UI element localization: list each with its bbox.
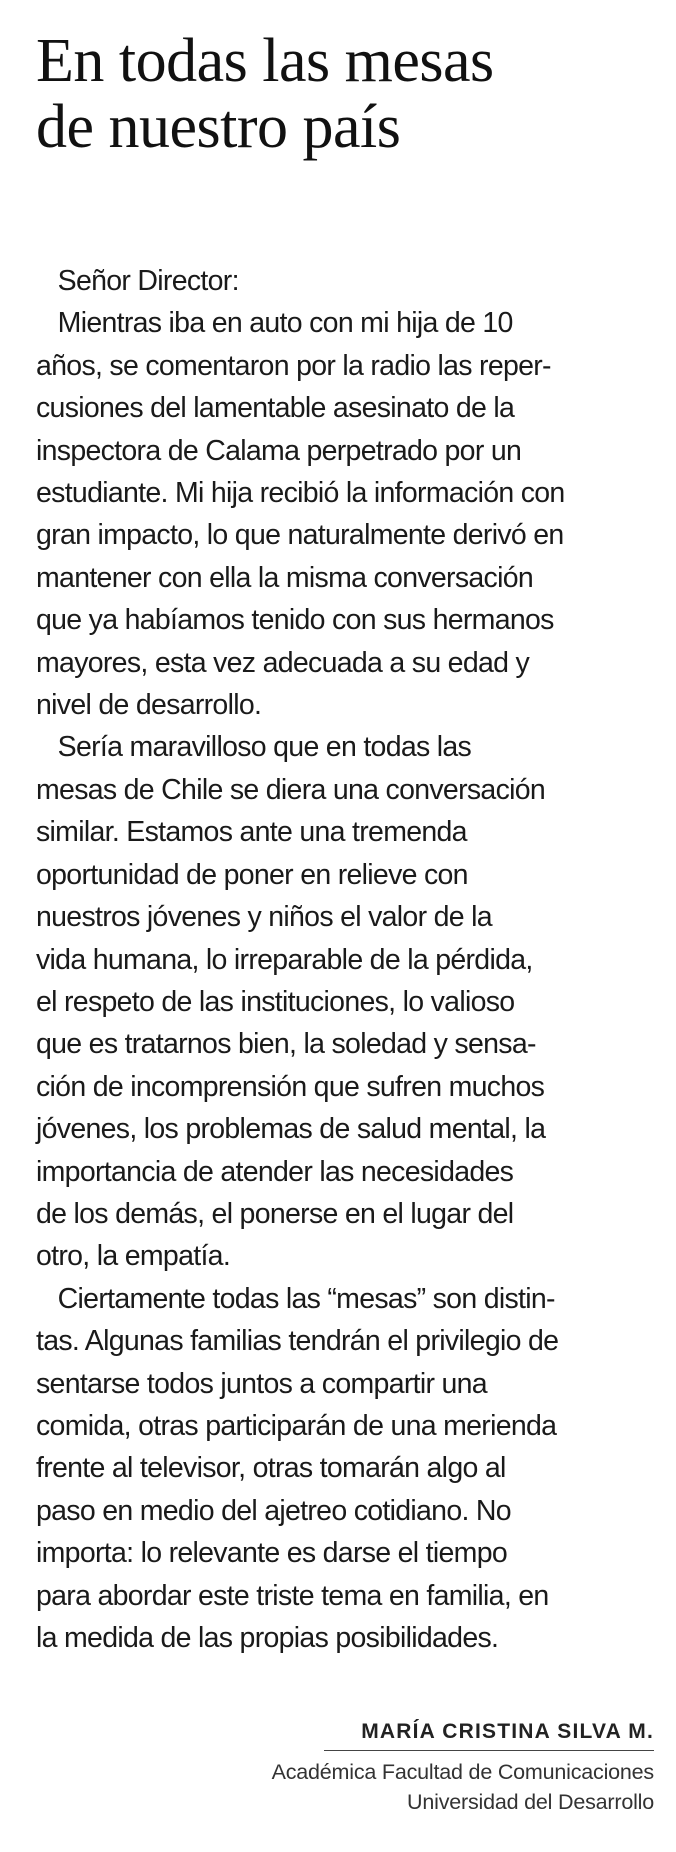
body-line: mantener con ella la misma conversación [36, 561, 534, 594]
body-line: oportunidad de poner en relieve con [36, 858, 468, 891]
body-line: cusiones del lamentable asesinato de la [36, 392, 515, 425]
body-line: que es tratarnos bien, la soledad y sensa- [36, 1028, 536, 1061]
letter-article [36, 28, 654, 1659]
body-line: mesas de Chile se diera una conversación [36, 773, 546, 806]
signature-block [272, 1720, 654, 1817]
body-line: de los demás, el ponerse en el lugar del [36, 1197, 514, 1230]
body-line: nivel de desarrollo. [36, 689, 262, 722]
affiliation-line: Académica Facultad de Comunicaciones [271, 1760, 654, 1784]
body-line: que ya habíamos tenido con sus hermanos [36, 604, 554, 637]
body-line: paso en medio del ajetreo cotidiano. No [36, 1494, 511, 1527]
body-line: jóvenes, los problemas de salud mental, la [36, 1113, 546, 1146]
body-line: similar. Estamos ante una tremenda [36, 816, 467, 849]
body-line: ción de incomprensión que sufren muchos [36, 1070, 545, 1103]
body-line: sentarse todos juntos a compartir una [36, 1367, 487, 1400]
headline-line: de nuestro país [36, 93, 401, 161]
salutation: Señor Director: [36, 265, 239, 297]
body-line: importancia de atender las necesidades [36, 1155, 514, 1188]
body-line: la medida de las propias posibilidades. [36, 1622, 499, 1654]
body-line: vida humana, lo irreparable de la pérdida, [36, 943, 533, 976]
body-line: gran impacto, lo que naturalmente derivó en [36, 519, 564, 552]
body-line: tas. Algunas familias tendrán el privilegio de [36, 1325, 559, 1358]
body-line: el respeto de las instituciones, lo valioso [36, 985, 515, 1018]
author-name: MARÍA CRISTINA SILVA M. [324, 1720, 654, 1751]
body-line: importa: lo relevante es darse el tiempo [36, 1537, 508, 1570]
body-line: inspectora de Calama perpetrado por un [36, 434, 522, 467]
body-line: para abordar este triste tema en familia, en [36, 1579, 549, 1612]
body-line: frente al televisor, otras tomarán algo al [36, 1452, 506, 1485]
body-line: Ciertamente todas las “mesas” son distin- [36, 1282, 555, 1315]
body-line: mayores, esta vez adecuada a su edad y [36, 646, 530, 679]
body-line: otro, la empatía. [36, 1240, 231, 1273]
body-line: Mientras iba en auto con mi hija de 10 [36, 307, 513, 340]
affiliation-line: Universidad del Desarrollo [407, 1790, 654, 1814]
body-line: comida, otras participarán de una merienda [36, 1409, 557, 1442]
body-line: años, se comentaron por la radio las reper- [36, 349, 551, 382]
headline [36, 28, 654, 160]
letter-body [36, 260, 654, 1659]
body-line: nuestros jóvenes y niños el valor de la [36, 901, 492, 934]
body-line: estudiante. Mi hija recibió la información con [36, 477, 565, 510]
body-line: Sería maravilloso que en todas las [36, 731, 472, 764]
author-affiliation [272, 1757, 654, 1817]
headline-line: En todas las mesas [36, 27, 494, 95]
